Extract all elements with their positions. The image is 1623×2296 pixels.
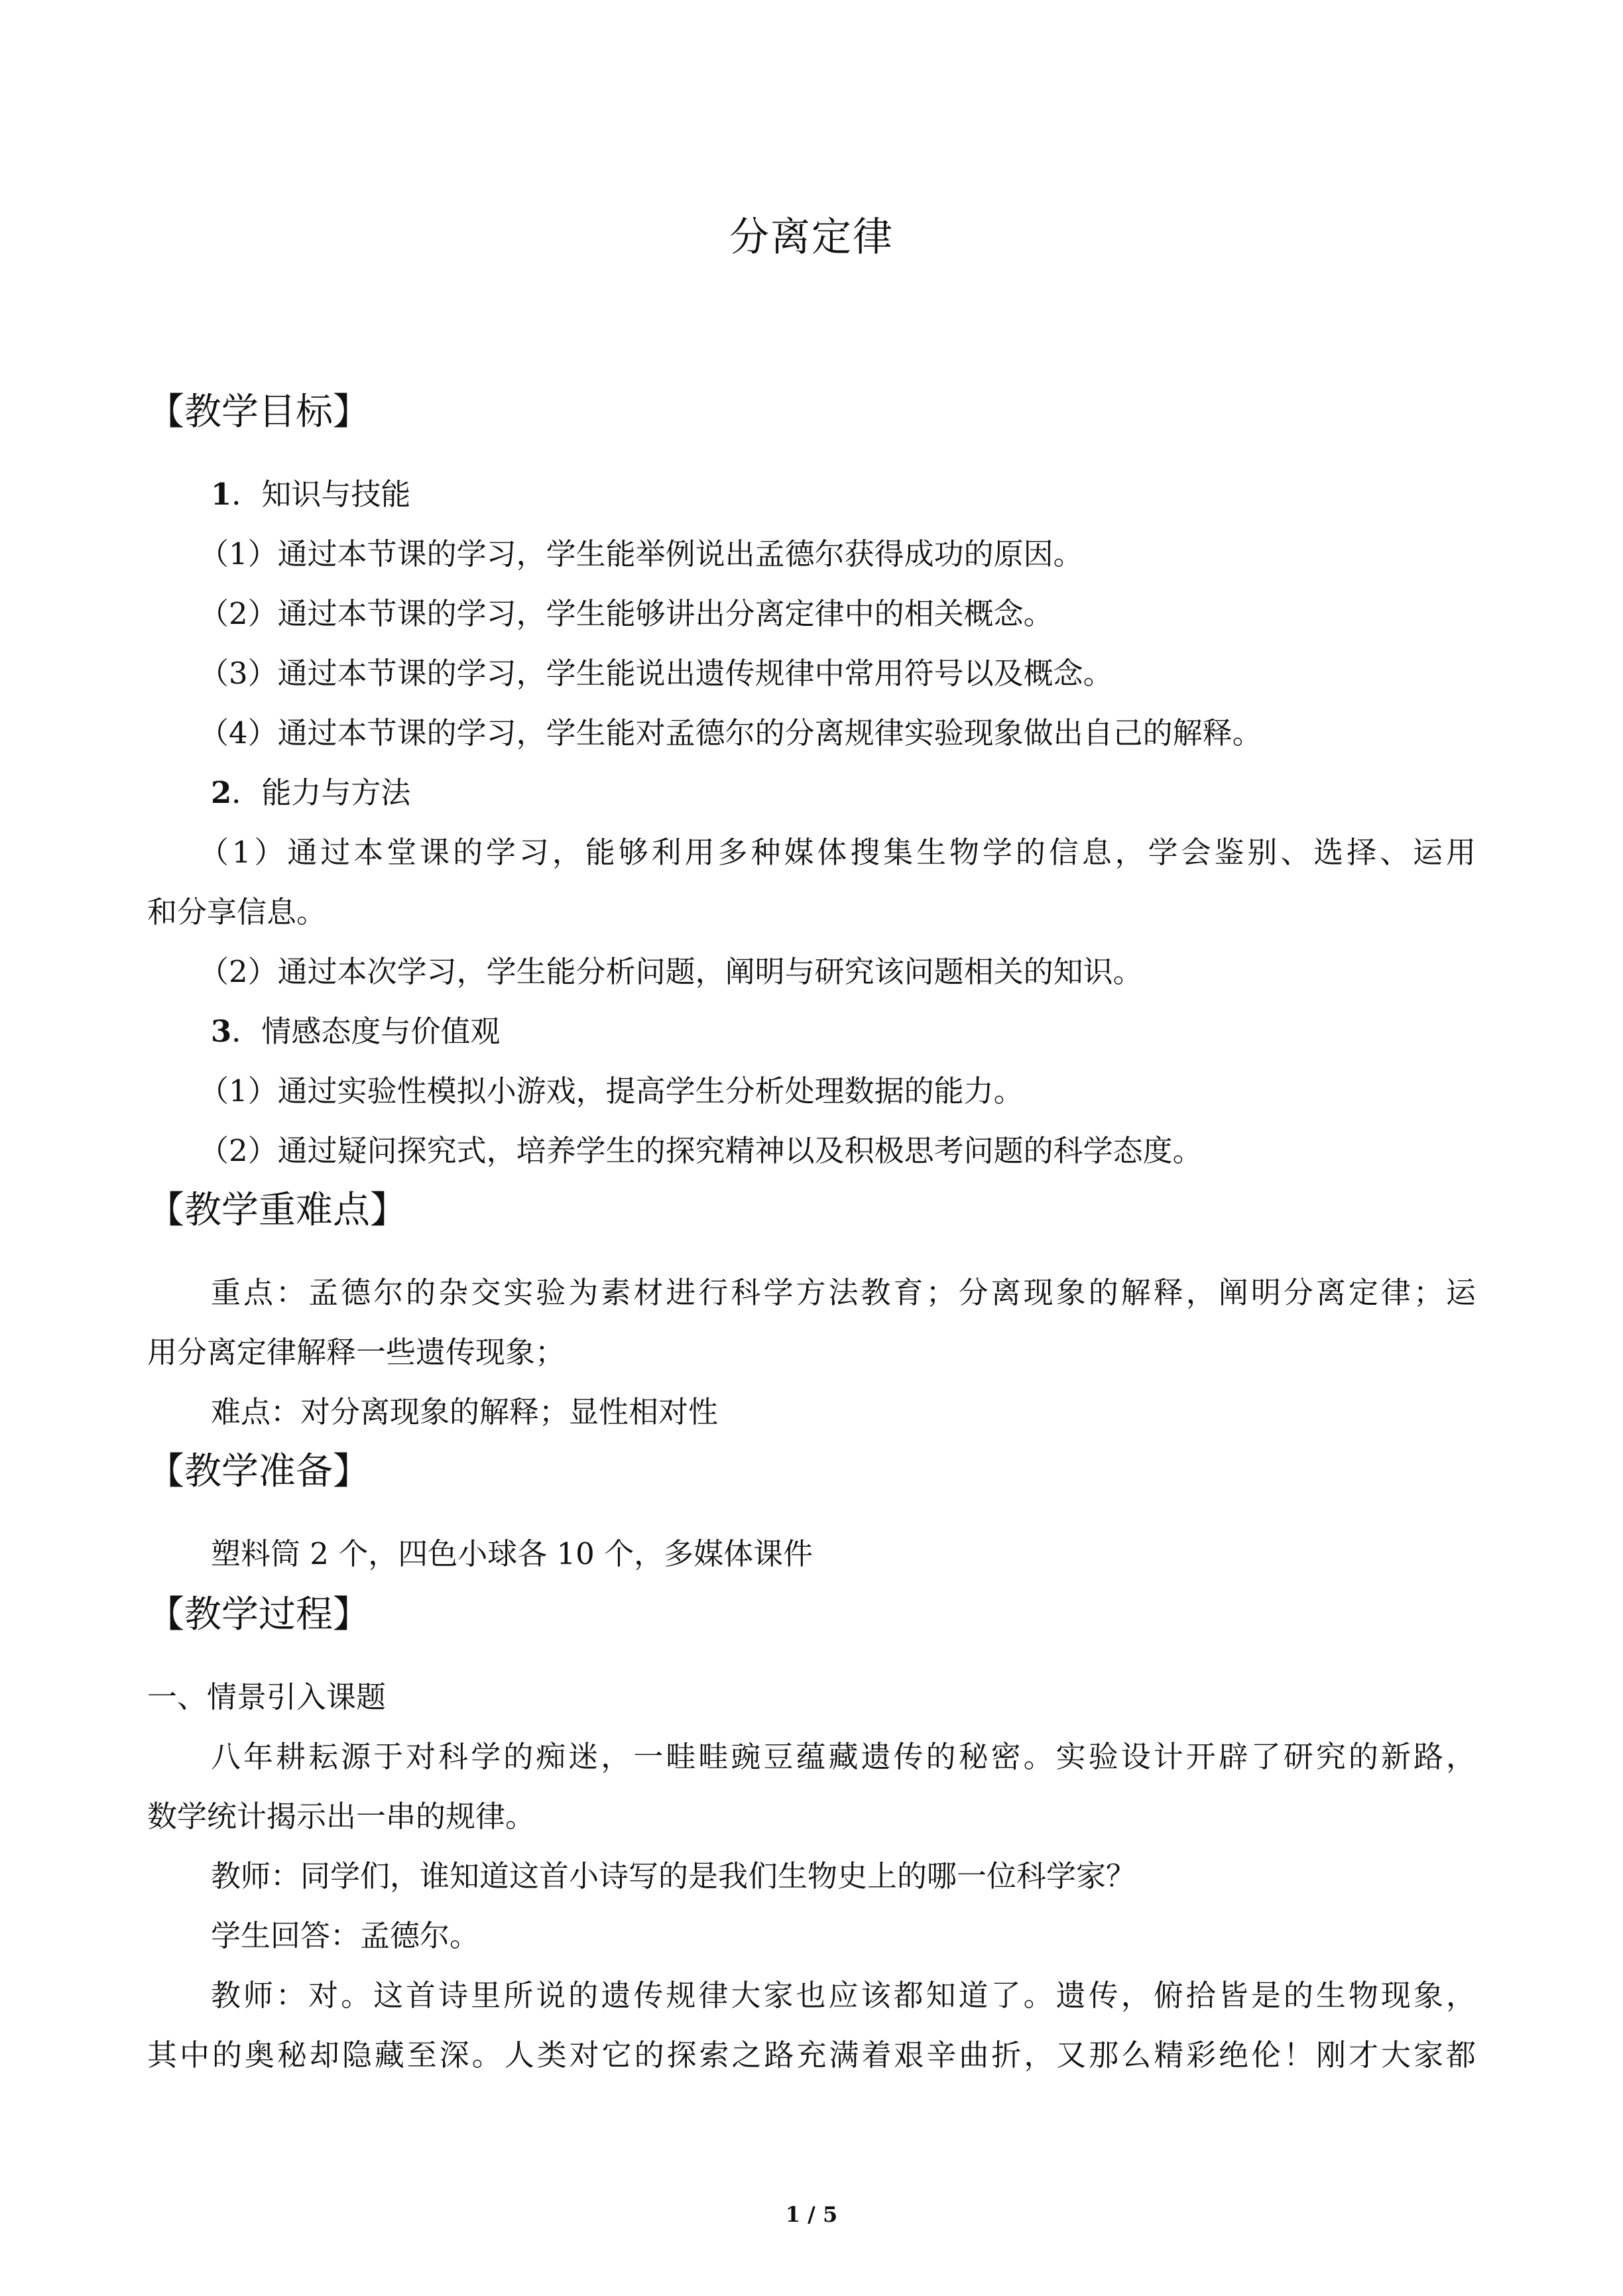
subheading-number: 2	[211, 775, 232, 810]
goal-item: （1）通过实验性模拟小游戏，提高学生分析处理数据的能力。	[199, 1073, 1024, 1109]
subheading-number: 1	[211, 477, 232, 512]
goal-item-line: （1）通过本堂课的学习，能够利用多种媒体搜集生物学的信息，学会鉴别、选择、运用	[199, 835, 1476, 870]
subheading-label: ．情感态度与价值观	[231, 1014, 501, 1049]
poem-line: 数学统计揭示出一串的规律。	[147, 1799, 536, 1834]
subheading-label: ．知识与技能	[231, 477, 411, 512]
teacher-line: 教师：对。这首诗里所说的遗传规律大家也应该都知道了。遗传，俯拾皆是的生物现象，	[211, 1978, 1476, 2013]
page-number: 1 / 5	[785, 2202, 838, 2227]
goal-item: （2）通过本节课的学习，学生能够讲出分离定律中的相关概念。	[199, 596, 1053, 631]
section-heading-goals: 【教学目标】	[147, 391, 370, 434]
goal-item: （2）通过疑问探究式，培养学生的探究精神以及积极思考问题的科学态度。	[199, 1133, 1203, 1168]
section-heading-process: 【教学过程】	[147, 1593, 370, 1636]
key-point-line: 重点：孟德尔的杂交实验为素材进行科学方法教育；分离现象的解释，阐明分离定律；运	[211, 1275, 1476, 1310]
goal-item: （1）通过本节课的学习，学生能举例说出孟德尔获得成功的原因。	[199, 536, 1083, 572]
poem-line: 八年耕耘源于对科学的痴迷，一畦畦豌豆蕴藏遗传的秘密。实验设计开辟了研究的新路，	[211, 1739, 1476, 1774]
teacher-question: 教师：同学们，谁知道这首小诗写的是我们生物史上的哪一位科学家？	[211, 1858, 1136, 1894]
goal-item: （4）通过本节课的学习，学生能对孟德尔的分离规律实验现象做出自己的解释。	[199, 715, 1262, 751]
teacher-line: 其中的奥秘却隐藏至深。人类对它的探索之路充满着艰辛曲折，又那么精彩绝伦！刚才大家都	[147, 2037, 1476, 2073]
goal-item: （3）通过本节课的学习，学生能说出遗传规律中常用符号以及概念。	[199, 656, 1113, 691]
difficulty-line: 难点：对分离现象的解释；显性相对性	[211, 1394, 719, 1429]
goal-item: （2）通过本次学习，学生能分析问题，阐明与研究该问题相关的知识。	[199, 954, 1143, 989]
goal-item-line: 和分享信息。	[147, 894, 327, 930]
section-heading-key-points: 【教学重难点】	[147, 1189, 407, 1232]
preparation-text: 塑料筒 2 个，四色小球各 10 个，多媒体课件	[211, 1536, 813, 1571]
subheading-knowledge	[211, 475, 410, 514]
key-point-line: 用分离定律解释一些遗传现象；	[147, 1335, 566, 1370]
subheading-ability	[211, 773, 410, 813]
page-title: 分离定律	[729, 214, 894, 261]
section-heading-preparation: 【教学准备】	[147, 1450, 370, 1493]
subheading-label: ．能力与方法	[231, 775, 411, 810]
subheading-emotion	[211, 1012, 500, 1052]
student-answer: 学生回答：孟德尔。	[211, 1918, 480, 1953]
subheading-number: 3	[211, 1014, 232, 1049]
process-part-title: 一、情景引入课题	[147, 1679, 387, 1715]
